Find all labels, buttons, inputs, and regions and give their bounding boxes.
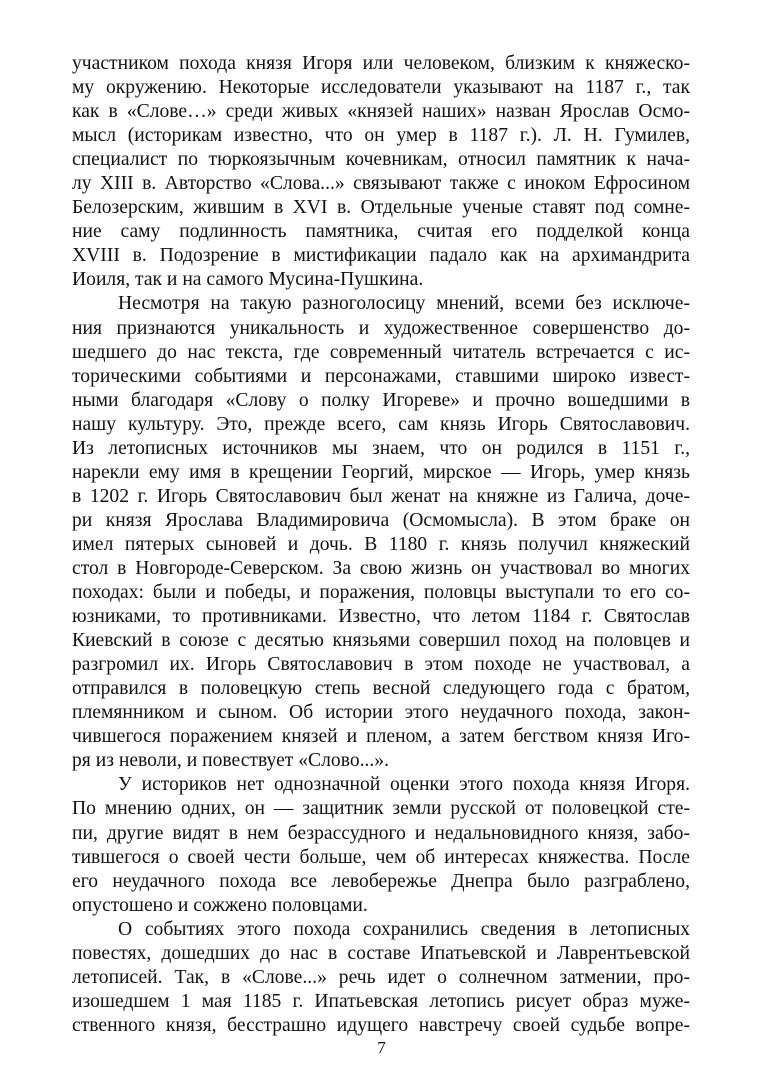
text-line: тившегося о своей чести больше, чем об интересах княжества. После	[72, 846, 690, 868]
text-line: торическими событиями и персонажами, ставшими широко извест-	[72, 365, 690, 387]
text-line: ние саму подлинность памятника, считая его подделкой конца	[72, 221, 690, 243]
text-line: летописей. Так, в «Слове...» речь идет о солнечном затмении, про-	[72, 966, 690, 988]
text-line: О событиях этого похода сохранились сведения в летописных	[118, 918, 690, 940]
text-line: Несмотря на такую разноголосицу мнений, всеми без исключе-	[118, 293, 690, 315]
text-line: У историков нет однозначной оценки этого похода князя Игоря.	[118, 774, 690, 796]
text-line: в 1202 г. Игорь Святославович был женат на княжне из Галича, доче-	[72, 485, 690, 507]
text-line: участником похода князя Игоря или человеком, близким к княжеско-	[72, 53, 690, 74]
text-line: ния признаются уникальность и художественное совершенство до-	[72, 317, 690, 339]
text-line: шедшего до нас текста, где современный читатель встречается с ис-	[72, 341, 690, 363]
text-line: Белозерским, жившим в XVI в. Отдельные ученые ставят под сомне-	[72, 197, 690, 219]
page-number: 7	[377, 1038, 386, 1057]
text-line: ри князя Ярослава Владимировича (Осмомысла). В этом браке он	[72, 509, 690, 531]
text-line: ственного князя, бесстрашно идущего навстречу своей судьбе вопре-	[72, 1014, 690, 1036]
text-line: чившегося поражением князей и пленом, а затем бегством князя Иго-	[72, 726, 690, 748]
text-line: ными благодаря «Слову о полку Игореве» и прочно вошедшими в	[72, 389, 690, 411]
text-line: имел пятерых сыновей и дочь. В 1180 г. князь получил княжеский	[72, 533, 690, 555]
text-line: опустошено и сожжено половцами.	[72, 894, 368, 916]
text-line: По мнению одних, он — защитник земли русской от половецкой сте-	[72, 798, 690, 820]
text-line: мысл (историкам известно, что он умер в 1187 г.). Л. Н. Гумилев,	[72, 125, 690, 147]
text-line: изошедшем 1 мая 1185 г. Ипатьевская летопись рисует образ муже-	[72, 990, 690, 1012]
text-line: нарекли ему имя в крещении Георгий, мирское — Игорь, умер князь	[72, 461, 690, 483]
text-line: как в «Слове…» среди живых «князей наших» назван Ярослав Осмо-	[72, 101, 690, 123]
paragraph	[72, 773, 690, 917]
body-text	[72, 52, 690, 1038]
text-line: нашу культуру. Это, прежде всего, сам князь Игорь Святославович.	[72, 413, 690, 435]
text-line: юзниками, то противниками. Известно, что летом 1184 г. Святослав	[72, 606, 690, 628]
text-line: племянником и сыном. Об истории этого неудачного похода, закон-	[72, 702, 690, 724]
paragraph	[72, 52, 690, 292]
text-line: его неудачного похода все левобережье Днепра было разграблено,	[72, 870, 690, 892]
text-line: отправился в половецкую степь весной следующего года с братом,	[72, 678, 690, 700]
text-line: пи, другие видят в нем безрассудного и недальновидного князя, забо-	[72, 822, 690, 844]
text-line: лу XIII в. Авторство «Слова...» связывают также с иноком Ефросином	[72, 173, 690, 195]
text-line: специалист по тюркоязычным кочевникам, относил памятник к нача-	[72, 149, 690, 171]
text-line: му окружению. Некоторые исследователи указывают на 1187 г., так	[72, 77, 690, 99]
text-line: Киевский в союзе с десятью князьями совершил поход на половцев и	[72, 630, 690, 652]
text-line: стол в Новгороде-Северском. За свою жизнь он участвовал во многих	[72, 557, 690, 579]
text-line: Из летописных источников мы знаем, что он родился в 1151 г.,	[72, 437, 690, 459]
text-line: XVIII в. Подозрение в мистификации падало как на архимандрита	[72, 245, 690, 267]
text-line: повестях, дошедших до нас в составе Ипатьевской и Лаврентьевской	[72, 942, 690, 964]
text-line: разгромил их. Игорь Святославович в этом походе не участвовал, а	[72, 654, 690, 676]
text-line: Иоиля, так и на самого Мусина-Пушкина.	[72, 269, 424, 291]
text-line: ря из неволи, и повествует «Слово...».	[72, 750, 390, 772]
paragraph	[72, 918, 690, 1038]
paragraph	[72, 292, 690, 773]
text-line: походах: были и победы, и поражения, половцы выступали то его со-	[72, 582, 690, 604]
